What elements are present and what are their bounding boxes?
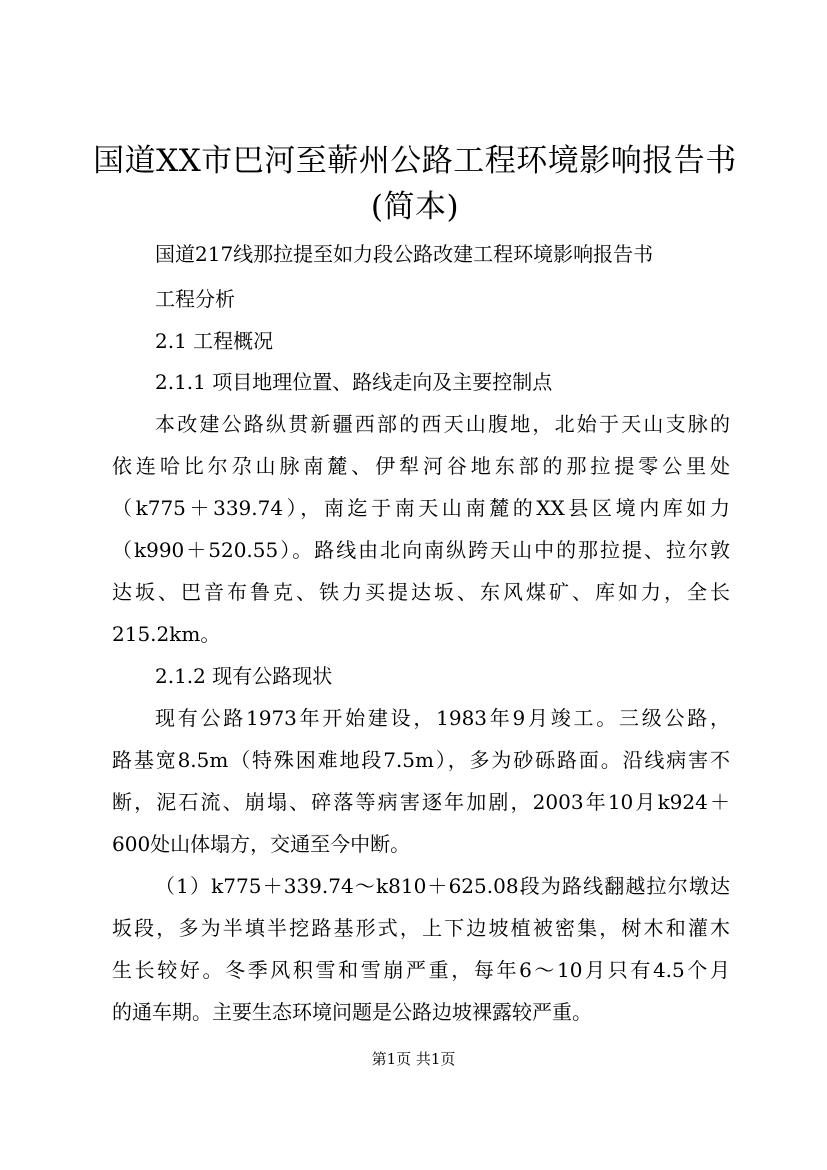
paragraph-line: 依连哈比尔尕山脉南麓、伊犁河谷地东部的那拉提零公里处 — [112, 454, 730, 478]
document-title: 国道XX市巴河至蕲州公路工程环境影响报告书(简本) — [93, 143, 737, 225]
paragraph-line: （1）k775＋339.74～k810＋625.08段为路线翻越拉尔墩达 — [155, 874, 730, 898]
paragraph-line: 600处山体塌方，交通至今中断。 — [112, 832, 411, 856]
page-footer: 第1页 共1页 — [371, 1050, 456, 1068]
document-subtitle: 国道217线那拉提至如力段公路改建工程环境影响报告书 — [155, 242, 654, 266]
paragraph-line: 的通车期。主要生态环境问题是公路边坡裸露较严重。 — [112, 1000, 592, 1024]
paragraph-line: 本改建公路纵贯新疆西部的西天山腹地，北始于天山支脉的 — [155, 412, 730, 436]
paragraph-line: 达坂、巴音布鲁克、铁力买提达坂、东风煤矿、库如力，全长 — [112, 580, 730, 604]
paragraph-line: 215.2km。 — [112, 622, 221, 646]
heading-2-1-2: 2.1.2 现有公路现状 — [155, 664, 333, 688]
section-heading: 工程分析 — [155, 287, 235, 311]
heading-2-1-1: 2.1.1 项目地理位置、路线走向及主要控制点 — [155, 370, 553, 394]
heading-2-1: 2.1 工程概况 — [155, 329, 274, 353]
paragraph-line: 路基宽8.5m（特殊困难地段7.5m），多为砂砾路面。沿线病害不 — [112, 748, 730, 772]
paragraph-line: （k775＋339.74），南迄于南天山南麓的XX县区境内库如力 — [112, 496, 730, 520]
paragraph-line: 断，泥石流、崩塌、碎落等病害逐年加剧，2003年10月k924＋ — [112, 790, 730, 814]
paragraph-line: 现有公路1973年开始建设，1983年9月竣工。三级公路， — [155, 706, 730, 730]
paragraph-line: （k990＋520.55）。路线由北向南纵跨天山中的那拉提、拉尔敦 — [112, 538, 730, 562]
paragraph-line: 坂段，多为半填半挖路基形式，上下边坡植被密集，树木和灌木 — [112, 916, 730, 940]
paragraph-line: 生长较好。冬季风积雪和雪崩严重，每年6～10月只有4.5个月 — [112, 958, 730, 982]
